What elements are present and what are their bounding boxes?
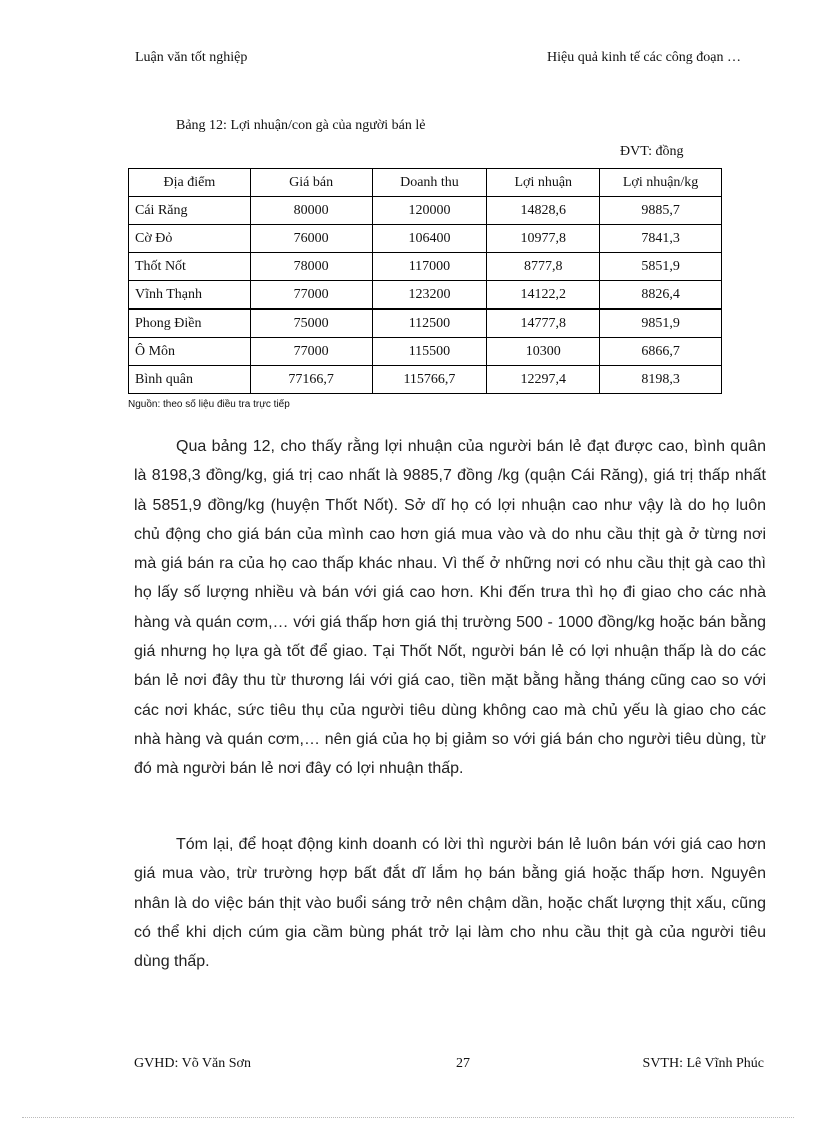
table-cell: Cái Răng: [129, 197, 251, 225]
footer-student: SVTH: Lê Vĩnh Phúc: [642, 1056, 764, 1071]
footer-advisor: GVHD: Võ Văn Sơn: [134, 1056, 251, 1071]
table-cell: 123200: [372, 281, 487, 310]
table-cell: 12297,4: [487, 366, 600, 394]
page-bottom-divider: [22, 1117, 794, 1118]
table-cell: 115500: [372, 338, 487, 366]
paragraph-analysis: Qua bảng 12, cho thấy rằng lợi nhuận của người bán lẻ đạt được cao, bình quân là 8198,3 đồng/kg, giá trị cao nhất là 9885,7 đồng /kg (quận Cái Răng), giá trị thấp nhất là 5851,9 đồng/kg (huyện Thốt Nốt). Sở dĩ họ có lợi nhuận cao như vậy là do họ luôn chủ động cho giá bán của mình cao hơn giá mua vào và do nhu cầu thịt gà ở từng nơi mà giá bán ra của họ cao thấp khác nhau. Vì thế ở những nơi có nhu cầu thịt gà cao thì họ lấy số lượng nhiều và bán với giá cao hơn. Khi đến trưa thì họ đi giao cho các nhà hàng và quán cơm,… với giá thấp hơn giá thị trường 500 - 1000 đồng/kg hoặc bán bằng giá nhưng họ lựa gà tốt để giao. Tại Thốt Nốt, người bán lẻ có lợi nhuận thấp là do các bán lẻ nơi đây thu từ thương lái với giá cao, tiền mặt bằng hằng tháng cũng cao so với các nơi khác, sức tiêu thụ của người tiêu dùng không cao mà chủ yếu là giao cho các nhà hàng và quán cơm,… nên giá của họ bị giảm so với giá bán cho người tiêu dùng, từ đó mà người bán lẻ nơi đây có lợi nhuận thấp.: [134, 438, 766, 778]
table-cell: 78000: [250, 253, 372, 281]
table-cell: 80000: [250, 197, 372, 225]
table-cell: 76000: [250, 225, 372, 253]
table-cell: 14122,2: [487, 281, 600, 310]
table-cell: 6866,7: [600, 338, 722, 366]
paragraph-conclusion: Tóm lại, để hoạt động kinh doanh có lời thì người bán lẻ luôn bán với giá cao hơn giá mua vào, trừ trường hợp bất đắt dĩ lắm họ bán bằng giá hoặc thấp hơn. Nguyên nhân là do việc bán thịt vào buổi sáng trở nên chậm dần, hoặc chất lượng thịt xấu, cũng có thể khi dịch cúm gia cầm bùng phát trở lại làm cho nhu cầu thịt gà của người tiêu dùng thấp.: [134, 836, 766, 971]
table-row: [129, 309, 722, 338]
table-cell: Cờ Đỏ: [129, 225, 251, 253]
table-row-average: [129, 366, 722, 394]
table-header-row: [129, 169, 722, 197]
page-footer: [134, 1056, 764, 1072]
column-header: Lợi nhuận: [487, 169, 600, 197]
column-header: Doanh thu: [372, 169, 487, 197]
table-cell: 77166,7: [250, 366, 372, 394]
table-cell: 5851,9: [600, 253, 722, 281]
table-cell: Thốt Nốt: [129, 253, 251, 281]
table-unit: ĐVT: đồng: [620, 144, 684, 159]
table-row: [129, 197, 722, 225]
column-header: Giá bán: [250, 169, 372, 197]
table-cell: 9851,9: [600, 309, 722, 338]
table-cell: 112500: [372, 309, 487, 338]
table-cell: 77000: [250, 281, 372, 310]
table-row: [129, 225, 722, 253]
table-cell: 75000: [250, 309, 372, 338]
table-row: [129, 253, 722, 281]
table-row: [129, 281, 722, 310]
header-right: Hiệu quả kinh tế các công đoạn …: [547, 50, 741, 65]
table-cell: 7841,3: [600, 225, 722, 253]
table-cell: Vĩnh Thạnh: [129, 281, 251, 310]
table-cell: 117000: [372, 253, 487, 281]
table-cell: 8198,3: [600, 366, 722, 394]
page-number: 27: [456, 1056, 470, 1071]
table-caption: Bảng 12: Lợi nhuận/con gà của người bán lẻ: [176, 118, 426, 133]
table-cell: 115766,7: [372, 366, 487, 394]
table-cell: 120000: [372, 197, 487, 225]
column-header: Lợi nhuận/kg: [600, 169, 722, 197]
table-row: [129, 338, 722, 366]
table-cell: 14777,8: [487, 309, 600, 338]
table-cell: 9885,7: [600, 197, 722, 225]
table-cell: 8826,4: [600, 281, 722, 310]
column-header: Địa điểm: [129, 169, 251, 197]
table-cell: 106400: [372, 225, 487, 253]
table-cell: Ô Môn: [129, 338, 251, 366]
table-source-note: Nguồn: theo số liệu điều tra trực tiếp: [128, 399, 290, 410]
page-header: [135, 50, 741, 66]
table-cell: 14828,6: [487, 197, 600, 225]
header-left: Luận văn tốt nghiệp: [135, 50, 248, 65]
table-cell: 10977,8: [487, 225, 600, 253]
table-cell: 77000: [250, 338, 372, 366]
table-cell: 10300: [487, 338, 600, 366]
table-cell: Bình quân: [129, 366, 251, 394]
profit-table: [128, 168, 722, 394]
table-cell: Phong Điền: [129, 309, 251, 338]
table-cell: 8777,8: [487, 253, 600, 281]
